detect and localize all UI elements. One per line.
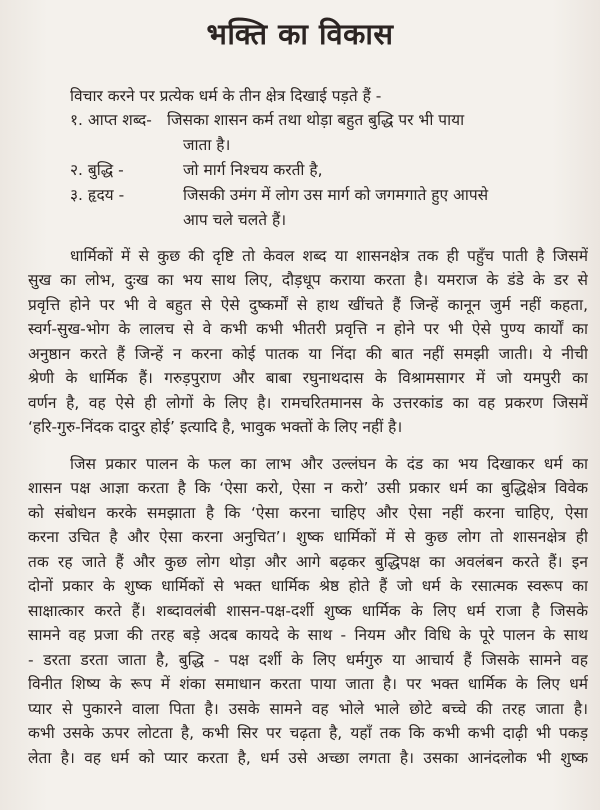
- paragraph-line: प्रवृत्ति होने पर भी वे बहुत से ऐसे दुष्कर्मों से हाथ खींचते हैं जिन्हें कानून जुर्म नहीं कहता,: [28, 296, 588, 314]
- paragraph-line: लेता है। वह धर्म को प्यार करता है, धर्म उसे अच्छा लगता है। उसका आनंदलोक भी शुष्क: [28, 749, 588, 767]
- list-item-1-label: १. आप्त शब्द-: [70, 111, 152, 129]
- paragraph-line: - डरता डरता जाता है, बुद्धि - पक्ष दर्शी के लिए धर्मगुरु या आचार्य हैं जिसके सामने वह: [28, 651, 588, 669]
- paragraph-line: वर्णन है, वह ऐसे ही लोगों के लिए है। रामचरितमानस के उत्तरकांड का वह प्रकरण जिसमें: [28, 394, 588, 412]
- paragraph-line: विनीत शिष्य के रूप में शंका समाधान करता पाया जाता है। पर भक्त धार्मिक के लिए धर्म: [28, 675, 588, 693]
- paragraph-line: ‘हरि-गुरु-निंदक दादुर होई’ इत्यादि है, भावुक भक्तों के लिए नहीं है।: [28, 418, 403, 436]
- list-item-3-text: जिसकी उमंग में लोग उस मार्ग को जगमगाते हुए आपसे: [183, 186, 489, 204]
- paragraph-line: करना उचित है और ऐसा करना अनुचित’। शुष्क धार्मिकों में से कुछ लोग तो शासनक्षेत्र ही: [28, 528, 588, 546]
- list-item-3-label: ३. हृदय -: [70, 186, 125, 204]
- paragraph-line: श्रेणी के धार्मिक हैं। गरुड़पुराण और बाबा रघुनाथदास के विश्रामसागर में जो यमपुरी का: [28, 369, 588, 387]
- paragraph-line: तक रह जाते हैं और कुछ लोग थोड़ा और आगे बढ़कर बुद्धिपक्ष का अवलंबन करते हैं। इन: [28, 553, 588, 571]
- paragraph-line: कभी उसके ऊपर लोटता है, कभी सिर पर चढ़ता है, यहाँ तक कि कभी कभी दाढ़ी भी पकड़: [28, 724, 588, 742]
- paragraph-line: स्वर्ग-सुख-भोग के लालच से वे कभी कभी भीतरी प्रवृत्ति न होने पर भी ऐसे पुण्य कार्यों का: [28, 320, 588, 338]
- paragraph-line: साक्षात्कार करते हैं। शब्दावलंबी शासन-पक्ष-दर्शी शुष्क धार्मिक के लिए धर्म राजा है जिसके: [28, 602, 588, 620]
- paragraph-line: दोनों प्रकार के शुष्क धार्मिकों से भक्त धार्मिक श्रेष्ठ होते हैं जो धर्म के रसात्मक स्वरूप का: [28, 577, 588, 595]
- list-item-2-text: जो मार्ग निश्चय करती है,: [183, 161, 323, 179]
- list-item-1-text: जिसका शासन कर्म तथा थोड़ा बहुत बुद्धि पर भी पाया: [167, 111, 465, 129]
- paragraph-line: सामने वह प्रजा की तरह बड़े अदब कायदे के साथ - नियम और विधि के पूरे पालन के साथ: [28, 626, 588, 644]
- paragraph-line: शासन पक्ष आज्ञा करता है कि ‘ऐसा करो, ऐसा न करो’ उसी प्रकार धर्म का बुद्धिक्षेत्र विवेक: [28, 479, 588, 497]
- paragraph-line: प्यार से पुकारने वाला पिता है। उसके सामने वह भोले भाले छोटे बच्चे की तरह जाता है।: [28, 700, 588, 718]
- paragraph-line: को संबोधन करके समझाता है कि ‘ऐसा करना चाहिए और ऐसा नहीं करना चाहिए, ऐसा: [28, 504, 588, 522]
- paragraph-line: धार्मिकों में से कुछ की दृष्टि तो केवल शब्द या शासनक्षेत्र तक ही पहुँच पाती है जिसमें: [70, 247, 588, 265]
- chapter-title: भक्ति का विकास: [206, 17, 394, 51]
- paragraph-line: अनुष्ठान करते हैं जिन्हें न करना कोई पातक या निंदा की बात नहीं समझी जाती। ये नीची: [28, 345, 588, 363]
- list-item-2-label: २. बुद्धि -: [70, 161, 124, 179]
- paragraph-line: सुख का लोभ, दुःख का भय साथ लिए, दौड़धूप कराया करता है। यमराज के डंडे के डर से: [28, 271, 588, 289]
- list-item-1-continuation: जाता है।: [183, 136, 231, 154]
- list-item-3-continuation: आप चले चलते हैं।: [183, 211, 287, 229]
- paragraph-line: जिस प्रकार पालन के फल का लाभ और उल्लंघन के दंड का भय दिखाकर धर्म का: [70, 455, 588, 473]
- intro-line: विचार करने पर प्रत्येक धर्म के तीन क्षेत्र दिखाई पड़ते हैं -: [70, 87, 382, 105]
